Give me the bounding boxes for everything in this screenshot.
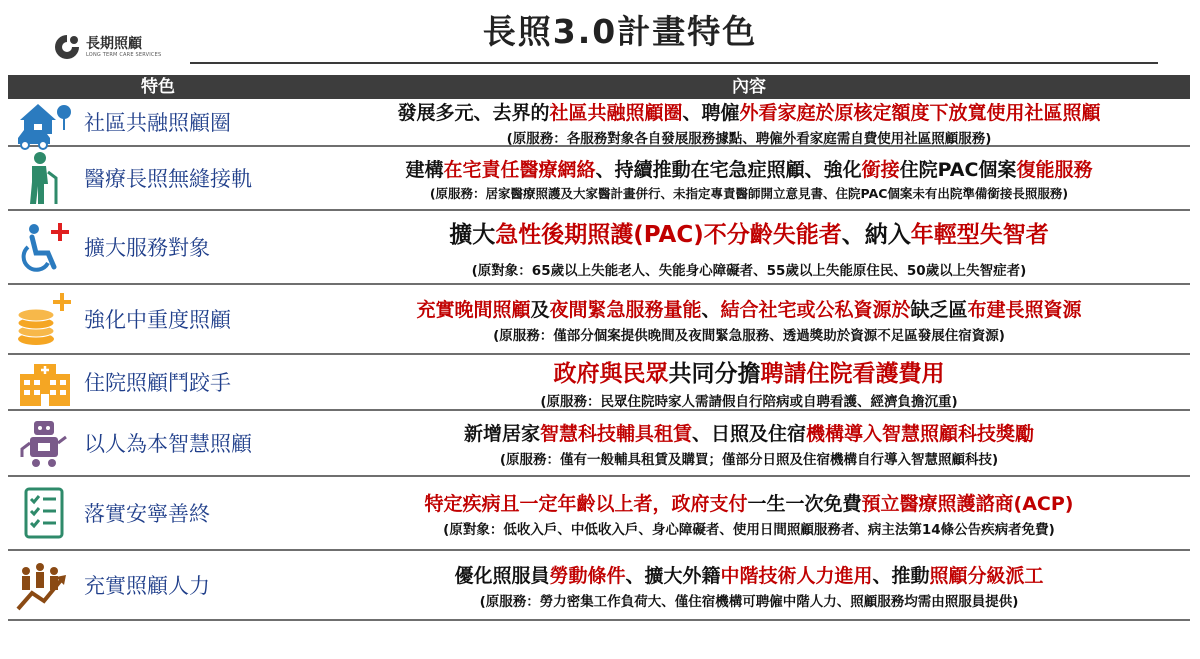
table-row	[8, 355, 1190, 411]
content-segment: 擴大	[449, 221, 496, 248]
content-segment: 在宅責任醫療網絡	[443, 158, 596, 181]
feature-cell	[8, 551, 308, 619]
content-main	[406, 155, 1093, 182]
feature-cell	[8, 411, 308, 475]
logo-mark-icon	[52, 32, 82, 62]
feature-cell	[8, 477, 308, 549]
content-segment: 住院看護費用	[806, 360, 945, 387]
content-segment: 、聘僱	[682, 101, 740, 124]
robot-icon	[14, 415, 76, 471]
content-cell	[308, 285, 1190, 353]
page-title: 長照3.0計畫特色	[482, 12, 758, 51]
content-main	[425, 489, 1074, 516]
elderly-cane-icon	[14, 150, 76, 206]
content-segment: 勞動條件	[549, 564, 626, 587]
feature-label: 充實照顧人力	[84, 574, 210, 598]
feature-label: 以人為本智慧照顧	[84, 432, 252, 456]
coins-plus-icon	[14, 291, 76, 347]
content-segment: 、推動	[872, 564, 930, 587]
content-segment: 銜接	[861, 158, 900, 181]
feature-label: 落實安寧善終	[84, 502, 210, 526]
content-original: (原服務：僅有一般輔具租賃及購買；僅部分日照及住宿機構自行導入智慧照顧科技)	[499, 451, 999, 468]
content-cell	[308, 147, 1190, 209]
header-feature: 特色	[141, 77, 175, 97]
feature-label: 強化中重度照顧	[84, 308, 231, 332]
content-segment: 、	[701, 298, 721, 321]
content-segment: 發展多元、去界的	[397, 101, 550, 124]
table-header	[8, 75, 1190, 99]
content-original: (原對象：65歲以上失能老人、失能身心障礙者、55歲以上失能原住民、50歲以上失智症者)	[471, 262, 1027, 279]
content-segment: 新增居家	[463, 422, 540, 445]
content-main	[416, 295, 1081, 322]
content-main	[454, 561, 1043, 588]
table-row	[8, 477, 1190, 551]
logo	[52, 32, 161, 62]
feature-cell	[8, 355, 308, 409]
feature-table	[8, 75, 1190, 621]
content-segment: 政府與民眾	[553, 360, 669, 387]
logo-name: 長期照顧	[86, 35, 142, 52]
hospital-icon	[14, 354, 76, 410]
table-row	[8, 99, 1190, 147]
content-cell	[308, 411, 1190, 475]
content-cell	[308, 355, 1190, 409]
content-original: (原服務：僅部分個案提供晚間及夜間緊急服務、透過獎助於資源不足區發展住宿資源)	[493, 327, 1005, 344]
content-segment: 一生一次免費	[747, 492, 862, 515]
content-segment: 照顧分級派工	[929, 564, 1044, 587]
content-segment: 、日照及住宿	[692, 422, 807, 445]
feature-cell	[8, 211, 308, 283]
content-main	[464, 419, 1034, 446]
table-row	[8, 285, 1190, 355]
content-segment: 、納入	[841, 221, 911, 248]
content-original: (原服務：勞力密集工作負荷大、僅住宿機構可聘僱中階人力、照顧服務均需由照服員提供)	[479, 593, 1019, 610]
content-segment: 建構	[405, 158, 444, 181]
table-body	[8, 99, 1190, 621]
feature-label: 擴大服務對象	[84, 236, 210, 260]
content-segment: 及	[530, 298, 550, 321]
content-segment: 智慧科技輔具租賃	[539, 422, 692, 445]
wheelchair-plus-icon	[14, 219, 76, 275]
table-row	[8, 211, 1190, 285]
content-segment: 結合社宅或公私資源於	[720, 298, 911, 321]
content-segment: 年輕型失智者	[910, 221, 1049, 248]
content-segment: 社區共融照顧圈	[549, 101, 683, 124]
content-segment: 布建長照資源	[967, 298, 1082, 321]
table-row	[8, 147, 1190, 211]
content-cell	[308, 551, 1190, 619]
content-main	[397, 98, 1100, 125]
feature-label: 醫療長照無縫接軌	[84, 167, 252, 191]
content-cell	[308, 477, 1190, 549]
house-car-icon	[14, 94, 76, 150]
content-main	[449, 216, 1048, 249]
content-segment: 共同分擔	[668, 360, 761, 387]
content-segment: 優化照服員	[454, 564, 550, 587]
content-main	[554, 355, 945, 388]
people-growth-icon	[14, 557, 76, 613]
content-segment: 充實晚間照顧	[416, 298, 531, 321]
header-content: 內容	[732, 77, 766, 97]
table-row	[8, 551, 1190, 621]
content-segment: 、擴大外籍	[625, 564, 721, 587]
content-segment: 缺乏區	[910, 298, 968, 321]
content-original: (原對象：低收入戶、中低收入戶、身心障礙者、使用日間照顧服務者、病主法第14條公告疾病者免費)	[443, 521, 1055, 538]
content-cell	[308, 211, 1190, 283]
feature-cell	[8, 147, 308, 209]
content-segment: 急性後期照護(PAC)不分齡失能者	[495, 221, 842, 248]
content-segment: 聘請	[760, 360, 807, 387]
feature-label: 住院照顧鬥跤手	[84, 371, 231, 395]
title-divider	[190, 62, 1158, 64]
content-segment: 特定疾病且一定年齡以上者，政府支付	[424, 492, 748, 515]
content-original: (原服務：民眾住院時家人需請假自行陪病或自聘看護、經濟負擔沉重)	[540, 393, 958, 410]
content-original: (原服務：各服務對象各自發展服務據點、聘僱外看家庭需自費使用社區照顧服務)	[506, 130, 992, 147]
content-cell	[308, 99, 1190, 145]
content-segment: 夜間緊急服務量能	[549, 298, 702, 321]
content-segment: 中階技術人力進用	[720, 564, 873, 587]
content-original: (原服務：居家醫療照護及大家醫計畫併行、未指定專責醫師開立意見書、住院PAC個案未有出院準備銜接長照服務)	[429, 185, 1069, 201]
content-segment: 預立醫療照護諮商(ACP)	[861, 492, 1074, 515]
content-segment: 住院PAC個案	[899, 158, 1017, 181]
content-segment: 、持續推動在宅急症照顧、強化	[595, 158, 862, 181]
feature-cell	[8, 285, 308, 353]
table-row	[8, 411, 1190, 477]
content-segment: 復能服務	[1016, 158, 1093, 181]
logo-subtitle: LONG TERM CARE SERVICES	[86, 51, 162, 58]
feature-cell	[8, 99, 308, 145]
feature-label: 社區共融照顧圈	[84, 111, 231, 135]
content-segment: 外看家庭於原核定額度下放寬使用社區照顧	[739, 101, 1101, 124]
checklist-icon	[14, 485, 76, 541]
content-segment: 機構導入智慧照顧科技獎勵	[806, 422, 1035, 445]
